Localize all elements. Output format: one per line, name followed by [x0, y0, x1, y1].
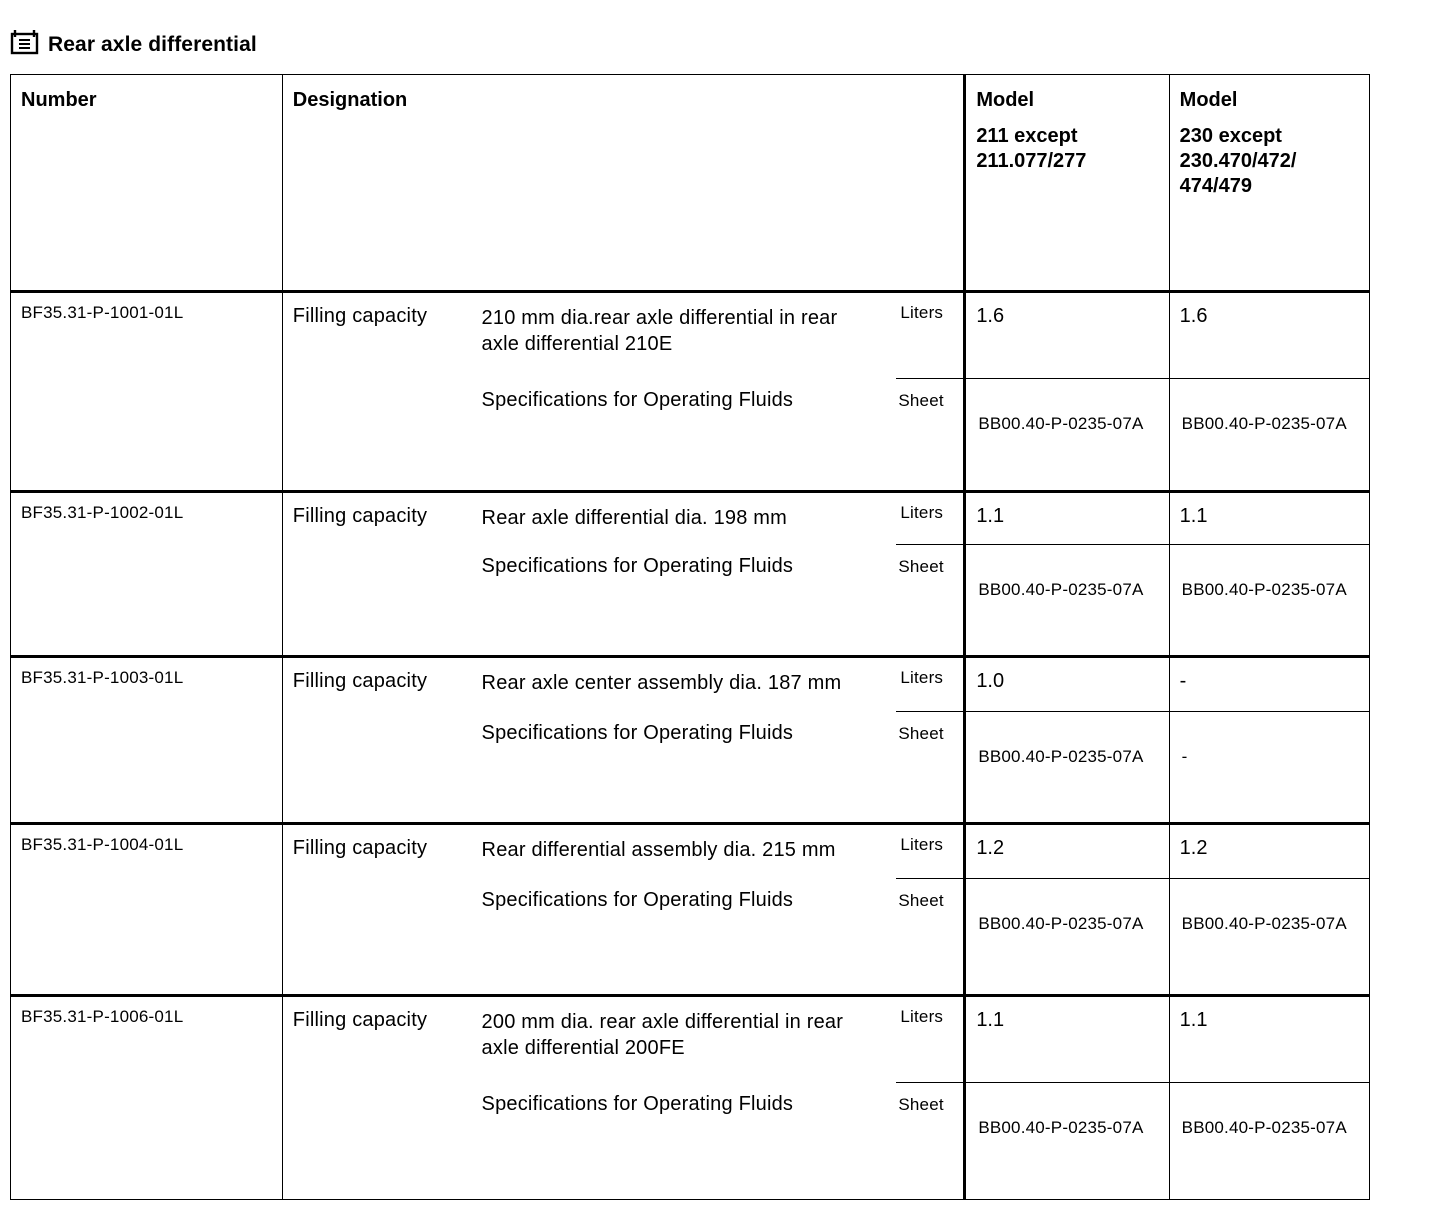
cell-units: [896, 995, 964, 1199]
row-unit-liters: Liters: [900, 503, 944, 523]
table-row: [11, 995, 1370, 1199]
row-unit-sheet: Sheet: [898, 391, 944, 410]
table-row: [11, 657, 1370, 824]
header-model-1-value: 211 except 211.077/277: [976, 125, 1087, 172]
row-unit-sheet: Sheet: [898, 890, 944, 910]
cell-model-2: [1169, 292, 1369, 492]
row-unit-sheet: Sheet: [898, 1094, 944, 1114]
cell-description: [472, 995, 897, 1199]
row-designation: Filling capacity: [292, 670, 428, 692]
header-model-1-label: Model: [976, 89, 1035, 111]
page-heading: [10, 24, 257, 60]
cell-units: [896, 292, 964, 492]
cell-number: [11, 292, 283, 492]
row-model-1-liters: 1.1: [976, 505, 1005, 528]
table-row: [11, 292, 1370, 492]
row-description: 210 mm dia.rear axle differential in rear axle differential 210E: [481, 307, 838, 355]
cell-description: [472, 492, 897, 657]
row-model-2-sheet: BB00.40-P-0235-07A: [1181, 913, 1347, 933]
header-row: [11, 75, 1370, 292]
row-model-2-liters: 1.6: [1179, 305, 1208, 327]
row-number: BF35.31-P-1002-01L: [21, 503, 184, 523]
row-description: 200 mm dia. rear axle differential in rear axle differential 200FE: [481, 1010, 844, 1059]
row-model-1-sheet: BB00.40-P-0235-07A: [978, 747, 1144, 766]
row-model-1-sheet: BB00.40-P-0235-07A: [978, 913, 1144, 933]
cell-model-1: [965, 823, 1169, 995]
row-unit-liters: Liters: [900, 303, 944, 322]
header-model-1: [965, 75, 1169, 292]
row-model-2-liters: 1.2: [1179, 836, 1208, 859]
cell-number: [11, 492, 283, 657]
row-unit-liters: Liters: [900, 668, 944, 687]
cell-designation: [282, 823, 471, 995]
header-number: Number: [11, 75, 283, 292]
row-number: BF35.31-P-1004-01L: [21, 834, 184, 854]
cell-model-1: [965, 657, 1169, 824]
cell-model-1: [965, 995, 1169, 1199]
header-model-2-value: 230 except 230.470/472/ 474/479: [1179, 125, 1297, 197]
row-description: Rear axle center assembly dia. 187 mm: [481, 672, 842, 694]
cell-description: [472, 823, 897, 995]
cell-designation: [282, 292, 471, 492]
row-unit-sheet: Sheet: [898, 557, 944, 577]
row-spec-label: Specifications for Operating Fluids: [481, 555, 794, 578]
cell-designation: [282, 492, 471, 657]
row-model-1-sheet: BB00.40-P-0235-07A: [978, 414, 1144, 433]
row-model-1-liters: 1.2: [976, 836, 1005, 859]
row-number: BF35.31-P-1006-01L: [21, 1006, 184, 1026]
cell-model-1: [965, 292, 1169, 492]
cell-designation: [282, 657, 471, 824]
cell-model-2: [1169, 995, 1369, 1199]
cell-model-2: [1169, 657, 1369, 824]
filling-capacity-table: [10, 74, 1370, 1200]
row-spec-label: Specifications for Operating Fluids: [481, 722, 794, 744]
row-model-1-sheet: BB00.40-P-0235-07A: [978, 1117, 1144, 1137]
cell-number: [11, 657, 283, 824]
row-spec-label: Specifications for Operating Fluids: [481, 888, 794, 911]
row-model-1-liters: 1.6: [976, 305, 1005, 327]
row-model-2-liters: 1.1: [1179, 1008, 1208, 1031]
cell-description: [472, 292, 897, 492]
row-model-1-liters: 1.1: [976, 1008, 1005, 1031]
cell-model-1: [965, 492, 1169, 657]
row-model-2-sheet: BB00.40-P-0235-07A: [1181, 414, 1347, 433]
row-number: BF35.31-P-1001-01L: [21, 303, 184, 322]
cell-units: [896, 657, 964, 824]
table-row: [11, 823, 1370, 995]
row-model-1-liters: 1.0: [976, 670, 1005, 692]
row-spec-label: Specifications for Operating Fluids: [481, 1092, 794, 1115]
cell-model-2: [1169, 492, 1369, 657]
row-model-2-sheet: BB00.40-P-0235-07A: [1181, 1117, 1347, 1137]
row-designation: Filling capacity: [292, 1008, 428, 1031]
row-designation: Filling capacity: [292, 505, 428, 528]
row-model-2-sheet: -: [1181, 747, 1188, 766]
header-designation: Designation: [282, 75, 965, 292]
row-unit-liters: Liters: [900, 834, 944, 854]
row-unit-sheet: Sheet: [898, 724, 944, 743]
row-model-1-sheet: BB00.40-P-0235-07A: [978, 580, 1144, 600]
table-row: [11, 492, 1370, 657]
cell-number: [11, 995, 283, 1199]
header-model-2-label: Model: [1179, 89, 1238, 111]
row-designation: Filling capacity: [292, 836, 428, 859]
row-spec-label: Specifications for Operating Fluids: [481, 389, 794, 411]
page-title: Rear axle differential: [48, 33, 257, 56]
row-description: Rear axle differential dia. 198 mm: [481, 507, 788, 530]
cell-number: [11, 823, 283, 995]
row-model-2-liters: -: [1179, 670, 1187, 692]
row-designation: Filling capacity: [292, 305, 428, 327]
cell-units: [896, 823, 964, 995]
cell-model-2: [1169, 823, 1369, 995]
header-model-2: [1169, 75, 1369, 292]
row-model-2-liters: 1.1: [1179, 505, 1208, 528]
cell-designation: [282, 995, 471, 1199]
cell-description: [472, 657, 897, 824]
row-unit-liters: Liters: [900, 1006, 944, 1026]
row-description: Rear differential assembly dia. 215 mm: [481, 838, 836, 861]
document-list-icon: [10, 27, 40, 57]
row-model-2-sheet: BB00.40-P-0235-07A: [1181, 580, 1347, 600]
cell-units: [896, 492, 964, 657]
row-number: BF35.31-P-1003-01L: [21, 668, 184, 687]
